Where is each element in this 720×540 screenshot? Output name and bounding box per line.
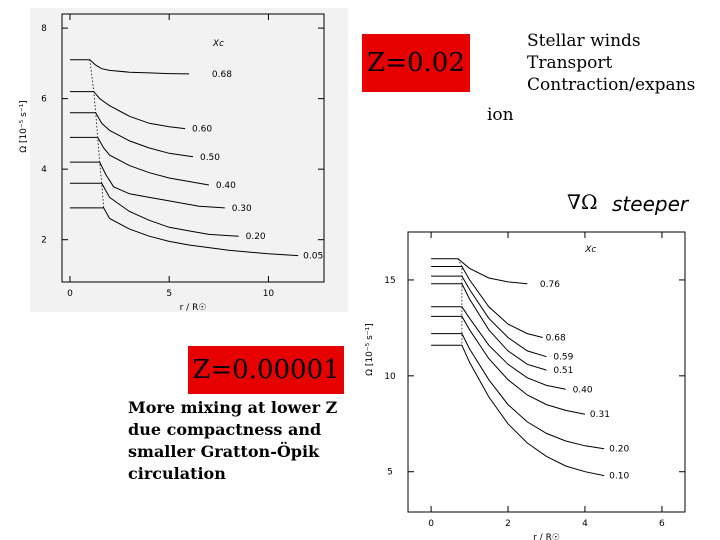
plot-frame <box>408 232 685 512</box>
winds-line-1: Stellar winds <box>527 31 641 51</box>
series-label-0.20: 0.20 <box>245 232 266 243</box>
z000001-label-box <box>188 346 344 394</box>
series-line-0.40 <box>431 307 566 390</box>
series-label-0.60: 0.60 <box>192 124 213 135</box>
winds-line-2: Transport <box>527 53 613 73</box>
series-label-0.05: 0.05 <box>303 251 324 262</box>
x-axis-label: r / R☉ <box>533 533 560 540</box>
x-tick-label: 0 <box>67 289 73 299</box>
chart-z000001 <box>365 232 685 540</box>
mixing-text <box>128 397 337 485</box>
series-label-0.30: 0.30 <box>231 203 252 214</box>
x-tick-label: 5 <box>166 289 173 299</box>
y-axis-label: Ω [10⁻⁵ s⁻¹] <box>19 100 29 153</box>
winds-text <box>527 30 695 96</box>
series-label-0.76: 0.76 <box>539 279 560 290</box>
series-line-0.51 <box>431 284 546 370</box>
y-tick-label: 2 <box>41 235 47 246</box>
mixing-line-2: due compactness and <box>128 420 322 439</box>
x-axis-label: r / R☉ <box>179 303 207 313</box>
series-label-0.40: 0.40 <box>572 385 593 396</box>
mixing-line-3: smaller Gratton-Öpik <box>128 442 320 461</box>
mixing-line-4: circulation <box>128 464 226 483</box>
mixing-line-1: More mixing at lower Z <box>128 398 338 417</box>
x-tick-label: 0 <box>428 519 434 529</box>
series-label-0.40: 0.40 <box>215 181 236 192</box>
z000001-label: Z=0.00001 <box>192 355 340 385</box>
series-line-0.76 <box>431 259 527 284</box>
series-label-0.10: 0.10 <box>609 471 630 482</box>
winds-line-4: ion <box>487 105 514 125</box>
series-label-0.68: 0.68 <box>211 69 232 80</box>
winds-line-3: Contraction/expans <box>527 75 696 95</box>
x-tick-label: 4 <box>582 519 588 529</box>
y-tick-label: 10 <box>384 371 396 382</box>
series-label-0.51: 0.51 <box>553 366 574 377</box>
y-tick-label: 8 <box>41 24 47 35</box>
x-tick-label: 10 <box>262 289 275 299</box>
plot-backdrop-top <box>30 8 348 312</box>
y-tick-label: 15 <box>384 275 396 286</box>
gradient-omega-symbol: ∇Ω <box>567 190 598 214</box>
legend-title: Xc <box>212 39 225 49</box>
z002-label-box <box>362 34 470 92</box>
y-tick-label: 5 <box>387 467 393 478</box>
x-tick-label: 2 <box>505 519 511 529</box>
series-label-0.68: 0.68 <box>545 333 566 344</box>
y-tick-label: 6 <box>41 94 47 105</box>
z002-label: Z=0.02 <box>367 48 465 78</box>
y-tick-label: 4 <box>41 165 47 176</box>
x-tick-label: 6 <box>659 519 665 529</box>
y-axis-label: Ω [10⁻⁵ s⁻¹] <box>365 323 375 376</box>
series-label-0.59: 0.59 <box>553 352 574 363</box>
knee-envelope <box>458 259 462 345</box>
legend-title: Xc <box>585 245 597 255</box>
series-line-0.10 <box>431 345 604 475</box>
series-label-0.50: 0.50 <box>199 152 221 163</box>
series-label-0.20: 0.20 <box>609 444 630 455</box>
steeper-label: steeper <box>612 192 689 216</box>
series-label-0.31: 0.31 <box>589 410 610 421</box>
